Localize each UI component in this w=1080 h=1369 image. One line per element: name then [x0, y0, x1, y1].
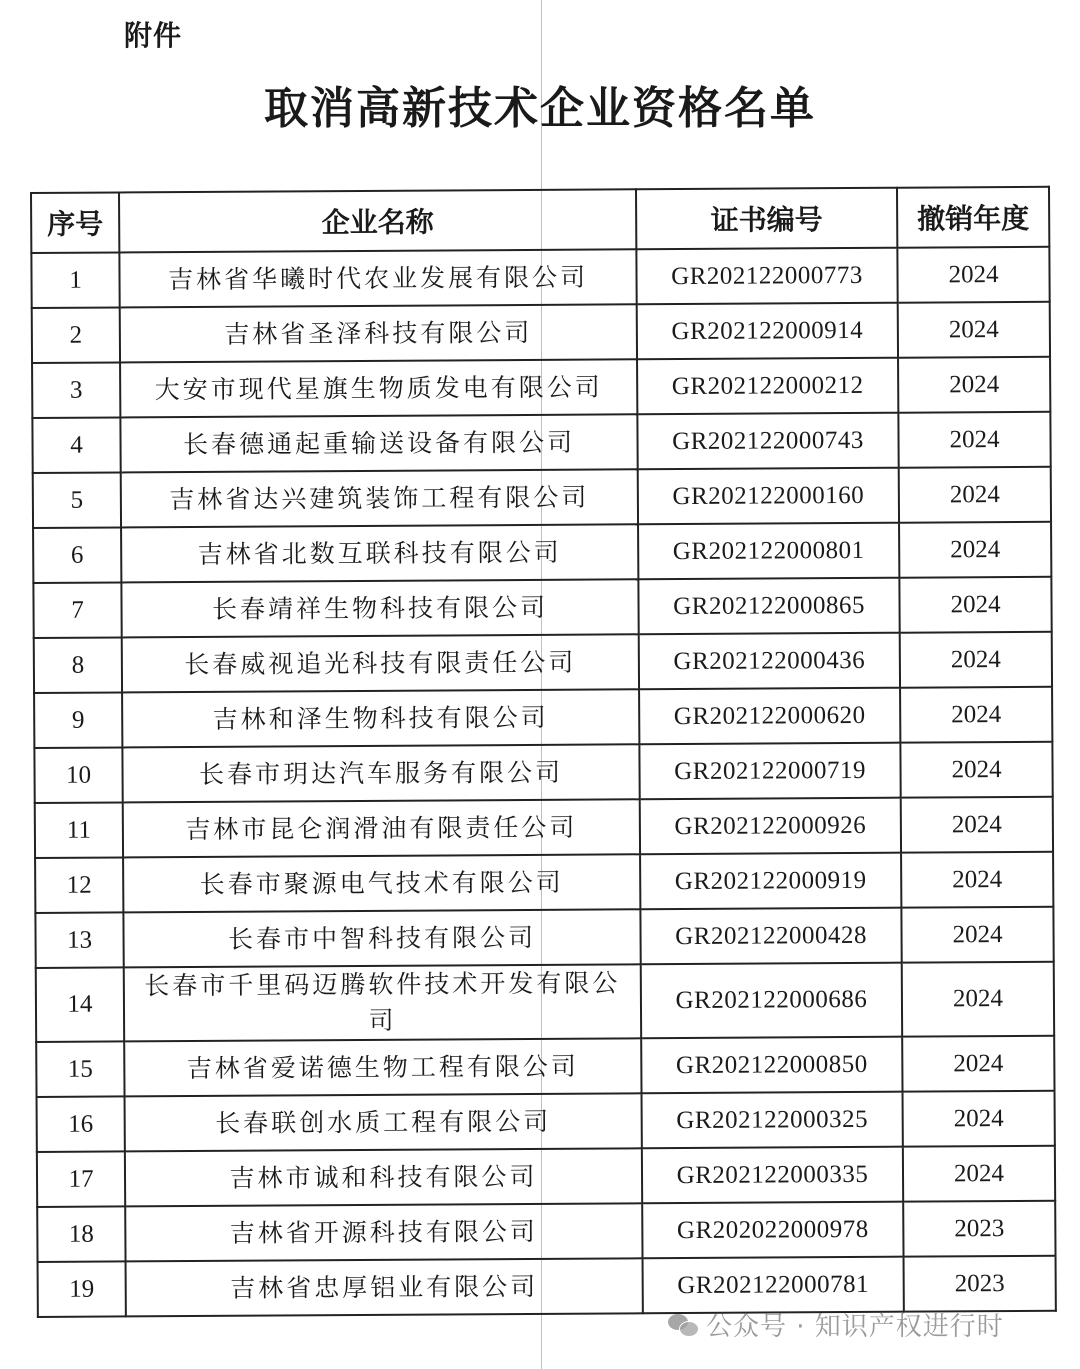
table-row [35, 907, 1053, 968]
table-row [35, 852, 1053, 913]
header-certificate-number: 证书编号 [636, 188, 897, 250]
row-company-name: 长春市千里码迈腾软件技术开发有限公司 [124, 964, 641, 1041]
row-serial-number: 9 [34, 692, 122, 748]
row-company-name: 吉林省达兴建筑装饰工程有限公司 [121, 469, 638, 527]
row-revocation-year: 2024 [899, 467, 1051, 523]
header-company-name: 企业名称 [119, 189, 636, 252]
row-revocation-year: 2024 [903, 1091, 1055, 1147]
row-serial-number: 8 [34, 637, 122, 693]
row-company-name: 吉林省圣泽科技有限公司 [120, 304, 637, 362]
row-revocation-year: 2024 [901, 852, 1053, 908]
row-revocation-year: 2024 [900, 687, 1052, 743]
row-company-name: 吉林市诚和科技有限公司 [125, 1148, 642, 1206]
row-certificate-number: GR202122000801 [638, 523, 899, 580]
row-company-name: 长春威视追光科技有限责任公司 [122, 634, 639, 692]
wechat-icon [668, 1312, 698, 1338]
row-certificate-number: GR202122000428 [640, 908, 901, 965]
row-serial-number: 7 [33, 582, 121, 638]
row-serial-number: 16 [37, 1096, 125, 1152]
row-company-name: 吉林和泽生物科技有限公司 [122, 689, 639, 747]
row-certificate-number: GR202122000719 [639, 743, 900, 800]
row-revocation-year: 2024 [897, 247, 1049, 303]
row-serial-number: 11 [35, 802, 123, 858]
row-serial-number: 18 [37, 1206, 125, 1262]
row-revocation-year: 2024 [898, 412, 1050, 468]
row-certificate-number: GR202122000686 [641, 963, 902, 1039]
row-company-name: 吉林省开源科技有限公司 [125, 1203, 642, 1261]
table-row [33, 577, 1051, 638]
row-revocation-year: 2024 [901, 907, 1053, 963]
table-row [31, 247, 1049, 308]
table-row [37, 1146, 1055, 1207]
row-certificate-number: GR202122000781 [643, 1257, 904, 1314]
row-revocation-year: 2023 [903, 1201, 1055, 1257]
row-company-name: 长春市中智科技有限公司 [123, 909, 640, 967]
row-serial-number: 19 [38, 1261, 126, 1317]
row-serial-number: 12 [35, 857, 123, 913]
table-row [33, 467, 1051, 528]
row-revocation-year: 2024 [903, 1146, 1055, 1202]
revocation-list-table [30, 186, 1057, 1318]
row-certificate-number: GR202122000773 [636, 248, 897, 305]
table-row [36, 962, 1054, 1042]
row-serial-number: 2 [32, 307, 120, 363]
row-company-name: 吉林省忠厚铝业有限公司 [126, 1258, 643, 1316]
table-row [34, 742, 1052, 803]
row-revocation-year: 2024 [901, 797, 1053, 853]
row-serial-number: 4 [32, 417, 120, 473]
row-serial-number: 1 [31, 252, 119, 308]
row-company-name: 长春靖祥生物科技有限公司 [121, 579, 638, 637]
row-revocation-year: 2024 [902, 962, 1054, 1037]
table-row [36, 1036, 1054, 1097]
row-company-name: 吉林省北数互联科技有限公司 [121, 524, 638, 582]
row-serial-number: 3 [32, 362, 120, 418]
row-certificate-number: GR202122000212 [637, 358, 898, 415]
row-revocation-year: 2024 [900, 742, 1052, 798]
row-certificate-number: GR202122000335 [642, 1147, 903, 1204]
table-row [37, 1091, 1055, 1152]
row-revocation-year: 2023 [904, 1256, 1056, 1312]
table-row [32, 357, 1050, 418]
row-certificate-number: GR202122000926 [640, 798, 901, 855]
attachment-label: 附件 [124, 19, 183, 52]
row-certificate-number: GR202022000978 [642, 1202, 903, 1259]
row-serial-number: 13 [35, 912, 123, 968]
row-company-name: 长春市聚源电气技术有限公司 [123, 854, 640, 912]
row-serial-number: 15 [36, 1041, 124, 1097]
row-company-name: 吉林省华曦时代农业发展有限公司 [119, 249, 636, 307]
row-certificate-number: GR202122000743 [637, 413, 898, 470]
row-certificate-number: GR202122000325 [642, 1092, 903, 1149]
row-company-name: 长春市玥达汽车服务有限公司 [122, 744, 639, 802]
row-certificate-number: GR202122000620 [639, 688, 900, 745]
table-row [37, 1201, 1055, 1262]
table-row [32, 412, 1050, 473]
header-serial-number: 序号 [31, 192, 119, 253]
table-row [34, 687, 1052, 748]
table-row [35, 797, 1053, 858]
table-row [34, 632, 1052, 693]
table-row [33, 522, 1051, 583]
row-company-name: 吉林市昆仑润滑油有限责任公司 [123, 799, 640, 857]
row-certificate-number: GR202122000436 [639, 633, 900, 690]
row-revocation-year: 2024 [900, 632, 1052, 688]
row-serial-number: 14 [36, 967, 124, 1042]
row-serial-number: 10 [34, 747, 122, 803]
header-revocation-year: 撤销年度 [897, 187, 1049, 248]
row-serial-number: 5 [33, 472, 121, 528]
watermark-text: 公众号 · 知识产权进行时 [706, 1312, 1004, 1342]
watermark [668, 1306, 1004, 1343]
row-company-name: 大安市现代星旗生物质发电有限公司 [120, 359, 637, 417]
row-serial-number: 6 [33, 527, 121, 583]
row-company-name: 长春德通起重输送设备有限公司 [120, 414, 637, 472]
row-certificate-number: GR202122000865 [638, 578, 899, 635]
document-title: 取消高新技术企业资格名单 [264, 83, 816, 134]
row-revocation-year: 2024 [899, 577, 1051, 633]
row-certificate-number: GR202122000914 [637, 303, 898, 360]
row-revocation-year: 2024 [899, 522, 1051, 578]
table-row [32, 302, 1050, 363]
row-certificate-number: GR202122000919 [640, 853, 901, 910]
row-company-name: 吉林省爱诺德生物工程有限公司 [124, 1038, 641, 1096]
row-revocation-year: 2024 [902, 1036, 1054, 1092]
row-revocation-year: 2024 [898, 357, 1050, 413]
row-revocation-year: 2024 [898, 302, 1050, 358]
row-company-name: 长春联创水质工程有限公司 [125, 1093, 642, 1151]
row-serial-number: 17 [37, 1151, 125, 1207]
table-body [31, 247, 1055, 1317]
row-certificate-number: GR202122000850 [641, 1037, 902, 1094]
row-certificate-number: GR202122000160 [638, 468, 899, 525]
table-header-row [31, 187, 1049, 253]
